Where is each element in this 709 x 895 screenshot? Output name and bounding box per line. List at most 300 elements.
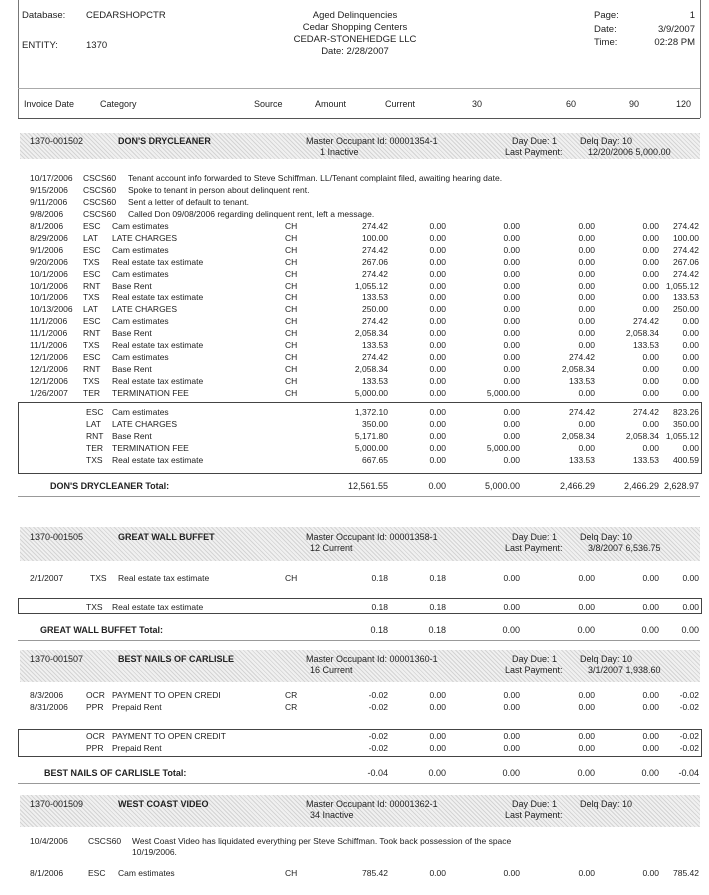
print-date: 3/9/2007 [658,24,695,35]
aging-90-cell: 0.00 [642,419,659,429]
aging-60-cell: 133.53 [569,455,595,465]
amount-cell: -0.02 [368,743,388,753]
total-90: 2,466.29 [623,481,659,491]
amount-cell: 2,058.34 [354,328,388,339]
category-code: LAT [83,304,98,315]
category-description: Base Rent [112,363,152,374]
aging-90-cell: 2,058.34 [625,328,659,339]
category-code: ESC [83,316,101,327]
aging-60-cell: 0.00 [578,232,595,243]
current-cell: 0.00 [429,455,446,465]
last-payment: 3/1/2007 1,938.60 [588,665,661,675]
delq-day: Delq Day: 10 [580,654,633,664]
summary-row [0,731,709,742]
category-code: TXS [86,455,103,465]
category-code: TER [86,443,103,453]
aging-60-cell: 0.00 [578,602,595,612]
total-current: 0.18 [428,625,446,635]
category-code: TXS [90,573,107,583]
company-name: Cedar Shopping Centers [302,22,408,33]
aging-60-cell: 0.00 [578,328,595,339]
aging-60-cell: 0.00 [578,573,595,583]
header-border-left [18,0,19,118]
note-date: 10/4/2006 [30,836,68,846]
source: CH [285,221,298,231]
aging-90-cell: 0.00 [642,280,659,291]
current-cell: 0.00 [429,419,446,429]
aging-120-cell: -0.02 [679,731,699,741]
category-description: Cam estimates [112,244,169,255]
current-cell: 0.00 [429,316,446,327]
day-due: Day Due: 1 [512,532,558,542]
last-payment-label: Last Payment: [505,665,563,675]
total-30: 5,000.00 [484,481,520,491]
aging-90-cell: 0.00 [642,375,659,386]
source: CH [285,256,298,267]
current-cell: 0.00 [429,407,446,417]
aging-30-cell: 0.00 [503,573,520,583]
master-occupant-id: Master Occupant Id: 00001362-1 [306,799,438,809]
current-cell: 0.00 [429,232,446,243]
aging-90-cell: 274.42 [633,407,659,417]
aging-60-cell: 2,058.34 [561,431,595,441]
aging-120-cell: 0.00 [682,573,699,583]
aging-30-cell: 0.00 [503,455,520,465]
amount-cell: -0.02 [368,690,388,700]
aging-120-cell: 1,055.12 [665,431,699,441]
aging-90-cell: 0.00 [642,387,659,398]
current-cell: 0.00 [429,690,446,700]
current-cell: 0.00 [429,351,446,362]
aging-90-cell: 2,058.34 [625,431,659,441]
tenant-id: 1370-001507 [30,654,84,664]
category-description: Cam estimates [112,351,169,362]
invoice-date: 9/20/2006 [30,256,68,267]
invoice-date: 8/31/2006 [30,702,68,712]
source: CH [285,351,298,362]
category-description: Cam estimates [112,221,169,231]
aging-120-cell: 274.42 [673,244,699,255]
category-description: Real estate tax estimate [112,340,204,350]
last-payment: 12/20/2006 5,000.00 [588,147,671,157]
category-code: ESC [83,268,101,279]
table-row [0,702,709,713]
category-description: Cam estimates [118,868,175,878]
invoice-date: 10/1/2006 [30,280,68,291]
aging-60-cell: 0.00 [578,387,595,398]
summary-row [0,743,709,754]
table-row [0,868,709,879]
aging-60-cell: 2,058.34 [561,363,595,374]
last-payment-label: Last Payment: [505,810,563,820]
amount-cell: 274.42 [362,244,388,255]
category-description: Real estate tax estimate [112,602,204,612]
entity-value: 1370 [86,40,108,51]
last-payment-label: Last Payment: [505,543,563,553]
aging-30-cell: 0.00 [503,221,520,231]
category-description: Cam estimates [112,316,169,327]
aging-120-cell: -0.02 [679,743,699,753]
aging-120-cell: 0.00 [682,602,699,612]
aging-30-cell: 0.00 [503,431,520,441]
amount-cell: 250.00 [362,304,388,315]
aging-60-cell: 0.00 [578,443,595,453]
amount-cell: 133.53 [362,292,388,303]
invoice-date: 11/1/2006 [30,316,68,327]
page-number: 1 [689,10,695,21]
category-description: Base Rent [112,431,152,441]
note-date: 9/11/2006 [30,197,68,207]
aging-90-cell: 0.00 [642,690,659,700]
current-cell: 0.00 [429,743,446,753]
note-code: CSCS60 [83,197,117,207]
day-due: Day Due: 1 [512,654,558,664]
col-source: Source [254,99,283,109]
aging-120-cell: 0.00 [682,351,699,362]
aging-90-cell: 133.53 [633,455,659,465]
current-cell: 0.00 [429,304,446,315]
header-border-right [700,0,701,118]
current-cell: 0.00 [429,221,446,231]
aging-120-cell: 400.59 [673,455,699,465]
amount-cell: 1,055.12 [354,280,388,291]
category-code: OCR [86,731,105,741]
aging-60-cell: 274.42 [569,407,595,417]
unit-status: 12 Current [310,543,353,553]
aging-60-cell: 0.00 [578,340,595,350]
aging-90-cell: 0.00 [642,292,659,303]
amount-cell: 2,058.34 [354,363,388,374]
aging-90-cell: 0.00 [642,221,659,231]
summary-row [0,455,709,466]
aging-60-cell: 0.00 [578,419,595,429]
aging-60-cell: 0.00 [578,731,595,741]
invoice-date: 12/1/2006 [30,351,68,362]
aging-90-cell: 0.00 [642,573,659,583]
aging-90-cell: 0.00 [642,443,659,453]
current-cell: 0.00 [429,731,446,741]
category-code: LAT [83,232,98,243]
total-60: 0.00 [577,768,595,778]
source: CH [285,280,298,291]
aging-30-cell: 0.00 [503,292,520,303]
amount-cell: 667.65 [362,455,388,465]
amount-cell: 5,000.00 [354,387,388,398]
property-name: CEDAR-STONEHEDGE LLC [293,34,417,45]
col-60: 60 [566,99,577,109]
aging-30-cell: 0.00 [503,363,520,374]
tenant-id: 1370-001505 [30,532,84,542]
note-text: West Coast Video has liquidated everything per Steve Schiffman. Took back possession of the space [132,836,512,846]
amount-cell: 133.53 [362,340,388,350]
category-code: TER [83,387,100,398]
amount-cell: 5,000.00 [354,443,388,453]
category-code: ESC [83,351,101,362]
summary-row [0,443,709,454]
col-category: Category [100,99,137,109]
note-code: CSCS60 [83,185,117,195]
note-date: 9/8/2006 [30,209,64,219]
note-date: 9/15/2006 [30,185,68,195]
table-row [0,376,709,387]
total-30: 0.00 [502,768,520,778]
category-code: RNT [83,363,101,374]
summary-row [0,407,709,418]
database-label: Database: [22,10,66,21]
category-code: ESC [86,407,104,417]
aging-90-cell: 0.00 [642,351,659,362]
amount-cell: 274.42 [362,268,388,279]
source: CH [285,268,298,279]
col-invoice-date: Invoice Date [24,99,75,109]
table-row [0,316,709,327]
category-description: Real estate tax estimate [112,375,204,386]
amount-cell: -0.02 [368,702,388,712]
aging-90-cell: 0.00 [642,363,659,374]
aging-30-cell: 0.00 [503,743,520,753]
tenant-separator [18,640,700,641]
category-code: TXS [83,256,100,267]
current-cell: 0.18 [429,573,446,583]
aging-90-cell: 0.00 [642,244,659,255]
page-label: Page: [594,10,619,21]
category-code: ESC [83,244,101,255]
aging-60-cell: 0.00 [578,868,595,878]
master-occupant-id: Master Occupant Id: 00001360-1 [306,654,438,664]
table-row [0,573,709,584]
table-row [0,245,709,256]
total-120: 2,628.97 [663,481,699,491]
aging-120-cell: 100.00 [673,232,699,243]
aging-30-cell: 0.00 [503,268,520,279]
aging-60-cell: 0.00 [578,316,595,327]
invoice-date: 11/1/2006 [30,328,68,339]
aging-120-cell: 0.00 [682,340,699,350]
aging-60-cell: 0.00 [578,690,595,700]
category-description: Real estate tax estimate [112,292,204,303]
category-code: TXS [83,340,100,350]
total-30: 0.00 [502,625,520,635]
current-cell: 0.00 [429,340,446,350]
source: CH [285,328,298,339]
invoice-date: 2/1/2007 [30,573,64,583]
table-row [0,352,709,363]
invoice-date: 9/1/2006 [30,244,64,255]
total-90: 0.00 [641,768,659,778]
tenant-name: WEST COAST VIDEO [118,799,209,809]
amount-cell: 350.00 [362,419,388,429]
invoice-date: 10/13/2006 [30,304,73,315]
aging-30-cell: 0.00 [503,868,520,878]
total-120: -0.04 [678,768,699,778]
current-cell: 0.00 [429,244,446,255]
category-description: TERMINATION FEE [112,443,189,453]
source: CH [285,868,298,878]
amount-cell: 785.42 [362,868,388,878]
day-due: Day Due: 1 [512,799,558,809]
amount-cell: 274.42 [362,316,388,327]
amount-cell: 0.18 [371,602,388,612]
source: CH [285,304,298,315]
category-description: PAYMENT TO OPEN CREDIT [112,731,226,741]
note-text-continued: 10/19/2006. [132,847,177,857]
summary-row [0,431,709,442]
aging-60-cell: 0.00 [578,304,595,315]
aging-90-cell: 0.00 [642,256,659,267]
aging-120-cell: 274.42 [673,221,699,231]
day-due: Day Due: 1 [512,136,558,146]
invoice-date: 10/1/2006 [30,268,68,279]
current-cell: 0.00 [429,868,446,878]
source: CH [285,375,298,386]
aging-30-cell: 0.00 [503,340,520,350]
aging-120-cell: 250.00 [673,304,699,315]
category-description: PAYMENT TO OPEN CREDI [112,690,221,700]
print-date-label: Date: [594,24,617,35]
aging-30-cell: 0.00 [503,256,520,267]
current-cell: 0.00 [429,375,446,386]
aging-30-cell: 0.00 [503,328,520,339]
aging-120-cell: 1,055.12 [665,280,699,291]
print-time-label: Time: [594,37,618,48]
source: CH [285,316,298,327]
note-text: Spoke to tenant in person about delinquent rent. [128,185,310,195]
aging-120-cell: 0.00 [682,387,699,398]
aging-30-cell: 0.00 [503,244,520,255]
aging-90-cell: 0.00 [642,868,659,878]
tenant-separator [18,783,700,784]
aging-120-cell: 0.00 [682,316,699,327]
aging-30-cell: 0.00 [503,731,520,741]
aging-60-cell: 274.42 [569,351,595,362]
source: CH [285,340,298,350]
aging-120-cell: -0.02 [679,690,699,700]
aging-120-cell: 0.00 [682,328,699,339]
aging-120-cell: 785.42 [673,868,699,878]
invoice-date: 8/29/2006 [30,232,68,243]
amount-cell: -0.02 [368,731,388,741]
aging-30-cell: 0.00 [503,375,520,386]
aging-90-cell: 0.00 [642,232,659,243]
aging-30-cell: 0.00 [503,304,520,315]
tenant-total-label: BEST NAILS OF CARLISLE Total: [44,768,187,778]
current-cell: 0.00 [429,431,446,441]
category-code: OCR [86,690,105,700]
aging-90-cell: 0.00 [642,304,659,315]
invoice-date: 1/26/2007 [30,387,68,398]
col-30: 30 [472,99,483,109]
category-code: PPR [86,702,104,712]
invoice-date: 8/1/2006 [30,221,64,231]
note-code: CSCS60 [83,173,117,183]
current-cell: 0.00 [429,280,446,291]
aging-30-cell: 5,000.00 [486,443,520,453]
aging-30-cell: 0.00 [503,602,520,612]
note-code: CSCS60 [83,209,117,219]
category-description: Real estate tax estimate [112,256,204,267]
aging-30-cell: 0.00 [503,419,520,429]
aging-90-cell: 0.00 [642,702,659,712]
total-amount: 0.18 [370,625,388,635]
tenant-name: DON'S DRYCLEANER [118,136,211,146]
category-code: ESC [88,868,106,878]
aging-90-cell: 0.00 [642,268,659,279]
print-time: 02:28 PM [654,37,695,48]
aging-60-cell: 0.00 [578,292,595,303]
table-row [0,388,709,399]
category-description: LATE CHARGES [112,419,178,429]
aging-90-cell: 0.00 [642,602,659,612]
source: CH [285,387,298,398]
current-cell: 0.00 [429,443,446,453]
aging-120-cell: 133.53 [673,292,699,303]
total-amount: -0.04 [367,768,388,778]
tenant-name: GREAT WALL BUFFET [118,532,215,542]
database-value: CEDARSHOPCTR [86,10,166,21]
current-cell: 0.00 [429,256,446,267]
aging-30-cell: 0.00 [503,702,520,712]
tenant-total-label: DON'S DRYCLEANER Total: [50,481,170,491]
category-description: Cam estimates [112,268,169,279]
delq-day: Delq Day: 10 [580,799,633,809]
current-cell: 0.00 [429,702,446,712]
source: CH [285,363,298,374]
aging-120-cell: 823.26 [673,407,699,417]
total-60: 0.00 [577,625,595,635]
amount-cell: 267.06 [362,256,388,267]
tenant-name: BEST NAILS OF CARLISLE [118,654,235,664]
unit-status: 34 Inactive [310,810,354,820]
category-code: RNT [86,431,104,441]
col-120: 120 [676,99,692,109]
header-divider [18,88,700,89]
summary-row [0,602,709,613]
unit-status: 16 Current [310,665,353,675]
source: CH [285,292,298,303]
aging-60-cell: 0.00 [578,244,595,255]
current-cell: 0.00 [429,387,446,398]
category-description: LATE CHARGES [112,232,178,243]
category-description: Base Rent [112,280,152,291]
aging-60-cell: 0.00 [578,268,595,279]
invoice-date: 12/1/2006 [30,375,68,386]
table-row [0,364,709,375]
category-code: TXS [83,292,100,303]
source: CR [285,702,298,712]
aging-120-cell: 0.00 [682,443,699,453]
total-60: 2,466.29 [559,481,595,491]
amount-cell: 5,171.80 [354,431,388,441]
invoice-date: 10/1/2006 [30,292,68,303]
amount-cell: 274.42 [362,221,388,231]
aging-30-cell: 0.00 [503,232,520,243]
note-text: Tenant account info forwarded to Steve Schiffman. LL/Tenant complaint filed, awaiting hearing date. [128,173,503,183]
note-code: CSCS60 [88,836,122,846]
category-code: TXS [83,375,100,386]
aging-120-cell: 350.00 [673,419,699,429]
aging-90-cell: 0.00 [642,743,659,753]
tenant-separator [18,496,700,497]
aging-30-cell: 0.00 [503,351,520,362]
invoice-date: 8/1/2006 [30,868,64,878]
amount-cell: 100.00 [362,232,388,243]
aging-30-cell: 0.00 [503,690,520,700]
source: CR [285,690,298,700]
delq-day: Delq Day: 10 [580,136,633,146]
total-current: 0.00 [428,481,446,491]
col-amount: Amount [315,99,347,109]
note-date: 10/17/2006 [30,173,73,183]
